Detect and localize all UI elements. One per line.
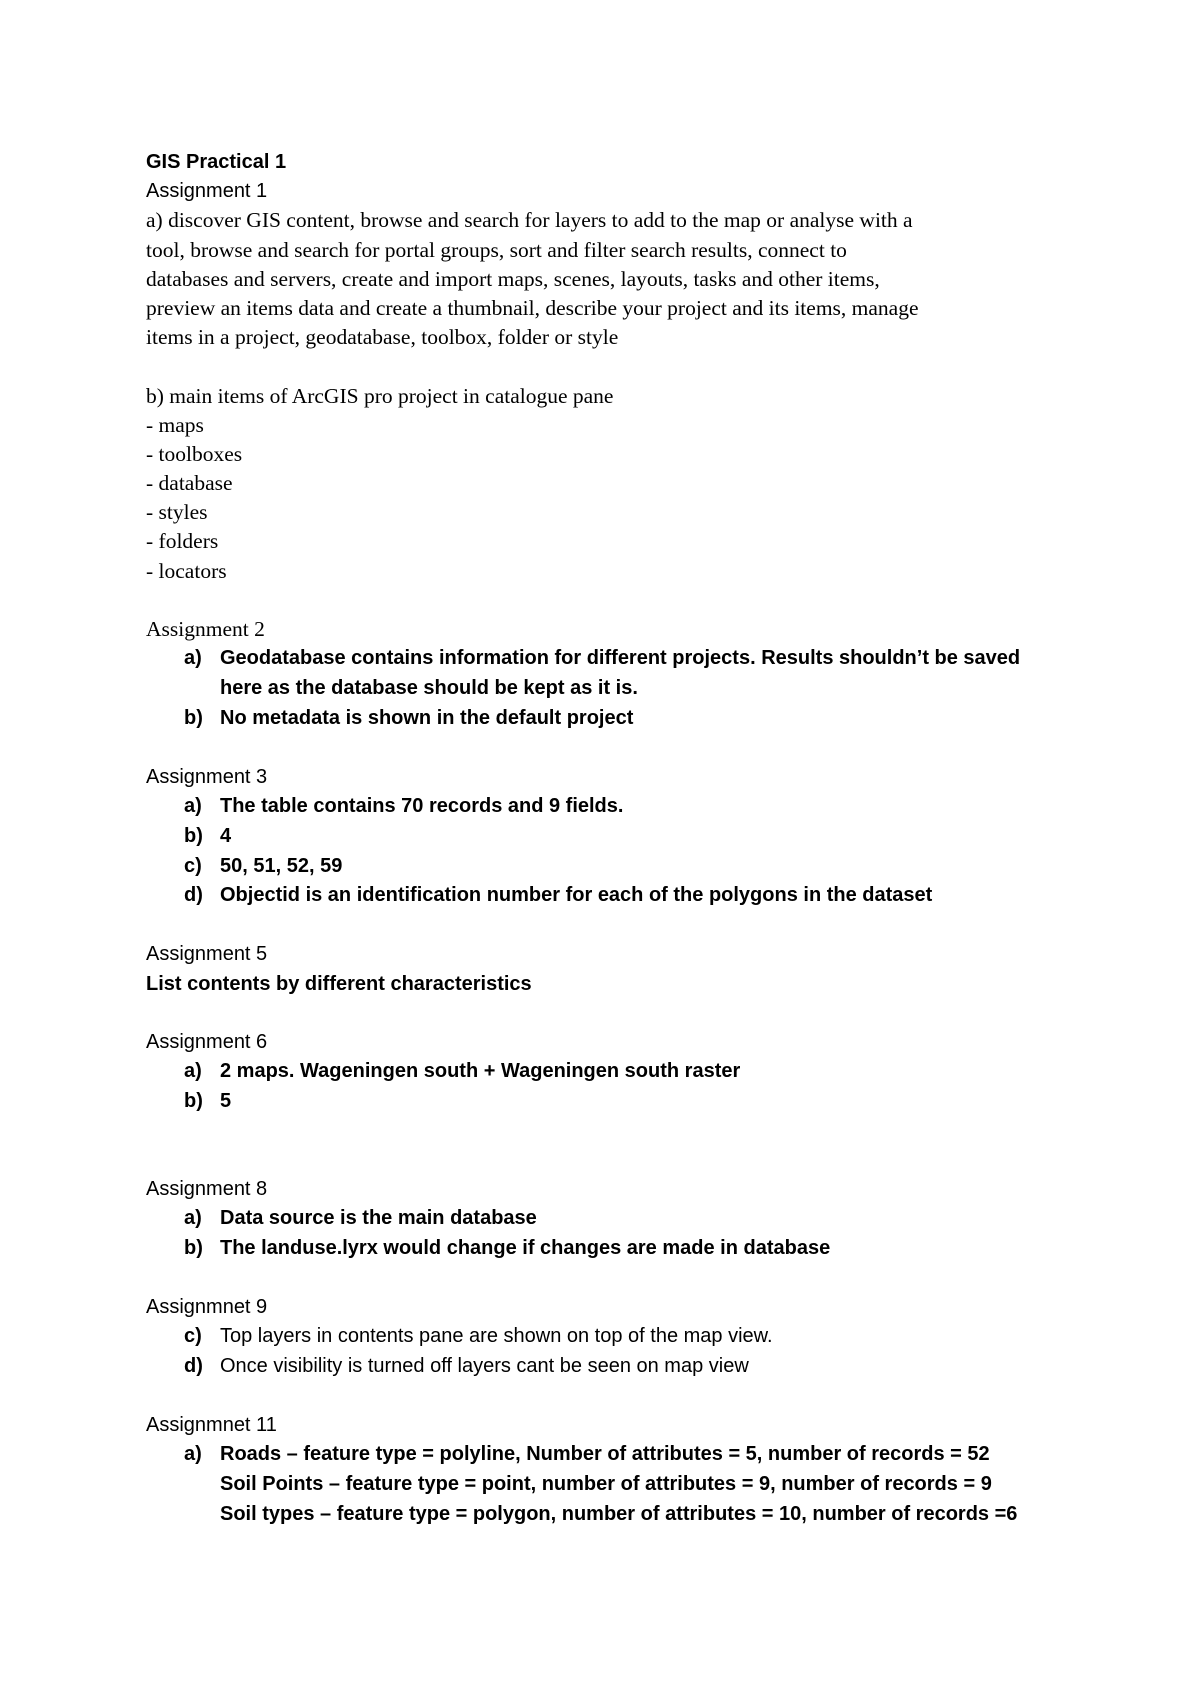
assignment-11-list: [146, 1440, 1106, 1529]
assignment-3-heading: Assignment 3: [146, 765, 268, 788]
document-title: GIS Practical 1: [146, 151, 287, 173]
list-item: [146, 1057, 1106, 1087]
list-item-text: 2 maps. Wageningen south + Wageningen south raster: [220, 1060, 741, 1083]
assignment-1b-item: - locators: [146, 558, 227, 583]
assignment-2-heading: Assignment 2: [146, 617, 265, 641]
assignment-5-heading: Assignment 5: [146, 943, 268, 966]
list-item: [146, 1204, 1106, 1234]
list-item-text: Data source is the main database: [220, 1207, 537, 1230]
assignment-3-list: [146, 792, 1106, 911]
list-item-text: Geodatabase contains information for different projects. Results shouldn’t be saved: [220, 647, 1021, 670]
list-marker: a): [184, 1060, 202, 1083]
list-item-text: Top layers in contents pane are shown on top of the map view.: [220, 1325, 773, 1348]
assignment-1b-intro: b) main items of ArcGIS pro project in catalogue pane: [146, 383, 614, 408]
list-item-text: Objectid is an identification number for each of the polygons in the dataset: [220, 884, 933, 907]
assignment-1b-item: - maps: [146, 412, 204, 437]
list-marker: c): [184, 1325, 202, 1348]
assignment-8-list: [146, 1204, 1106, 1264]
spacer: [146, 1382, 1106, 1411]
assignment-8-heading: Assignment 8: [146, 1178, 268, 1201]
list-marker: b): [184, 1237, 203, 1260]
spacer: [146, 352, 1106, 381]
list-item-text: No metadata is shown in the default project: [220, 706, 634, 729]
list-item: [146, 1322, 1106, 1352]
list-item: [146, 1087, 1106, 1117]
list-marker: d): [184, 1355, 203, 1378]
list-item-text: Soil Points – feature type = point, number of attributes = 9, number of records = 9: [220, 1472, 992, 1495]
assignment-1a-line: preview an items data and create a thumbnail, describe your project and its items, manage: [146, 295, 919, 320]
list-item-text: 50, 51, 52, 59: [220, 854, 343, 877]
list-item-text: Roads – feature type = polyline, Number of attributes = 5, number of records = 52: [220, 1443, 990, 1466]
spacer: [146, 1117, 1106, 1175]
list-item: [146, 1440, 1106, 1529]
assignment-1a-line: tool, browse and search for portal groups, sort and filter search results, connect to: [146, 237, 847, 262]
list-marker: b): [184, 1089, 203, 1112]
document-body: [146, 148, 1106, 1530]
assignment-1b-item: - styles: [146, 500, 208, 525]
list-item: [146, 822, 1106, 852]
assignment-6-heading: Assignment 6: [146, 1030, 268, 1053]
list-item: [146, 1234, 1106, 1264]
list-item: [146, 852, 1106, 882]
list-item-text: 5: [220, 1089, 232, 1112]
list-item-text: Soil types – feature type = polygon, number of attributes = 10, number of records =6: [220, 1502, 1018, 1525]
list-item: [146, 704, 1106, 734]
spacer: [146, 586, 1106, 615]
list-item: [146, 644, 1106, 704]
assignment-1a-line: a) discover GIS content, browse and search for layers to add to the map or analyse with a: [146, 208, 913, 233]
list-item: [146, 1352, 1106, 1382]
spacer: [146, 999, 1106, 1028]
list-item-text: The landuse.lyrx would change if changes are made in database: [220, 1237, 831, 1260]
list-item: [146, 881, 1106, 911]
assignment-6-list: [146, 1057, 1106, 1117]
list-item-text: here as the database should be kept as it is.: [220, 676, 638, 699]
list-marker: a): [184, 1443, 202, 1466]
assignment-11-heading: Assignmnet 11: [146, 1414, 277, 1436]
list-marker: d): [184, 884, 203, 907]
assignment-1b-item: - toolboxes: [146, 441, 243, 466]
list-marker: a): [184, 647, 202, 670]
spacer: [146, 734, 1106, 763]
list-item-text: The table contains 70 records and 9 fields.: [220, 794, 624, 817]
list-marker: c): [184, 854, 202, 877]
list-marker: b): [184, 706, 203, 729]
spacer: [146, 911, 1106, 940]
list-marker: a): [184, 1207, 202, 1230]
list-marker: b): [184, 824, 203, 847]
assignment-9-heading: Assignmnet 9: [146, 1296, 268, 1319]
list-item-text: Once visibility is turned off layers cant be seen on map view: [220, 1355, 749, 1378]
assignment-1a-line: databases and servers, create and import maps, scenes, layouts, tasks and other items,: [146, 266, 880, 291]
assignment-5-text: List contents by different characteristics: [146, 972, 532, 995]
assignment-1b-item: - folders: [146, 529, 219, 554]
assignment-1a-line: items in a project, geodatabase, toolbox, folder or style: [146, 325, 619, 350]
assignment-1-heading: Assignment 1: [146, 180, 268, 203]
list-item-text: 4: [220, 824, 232, 847]
assignment-9-list: [146, 1322, 1106, 1382]
assignment-2-list: [146, 644, 1106, 733]
assignment-1b-item: - database: [146, 471, 233, 496]
list-marker: a): [184, 794, 202, 817]
list-item: [146, 792, 1106, 822]
spacer: [146, 1264, 1106, 1293]
